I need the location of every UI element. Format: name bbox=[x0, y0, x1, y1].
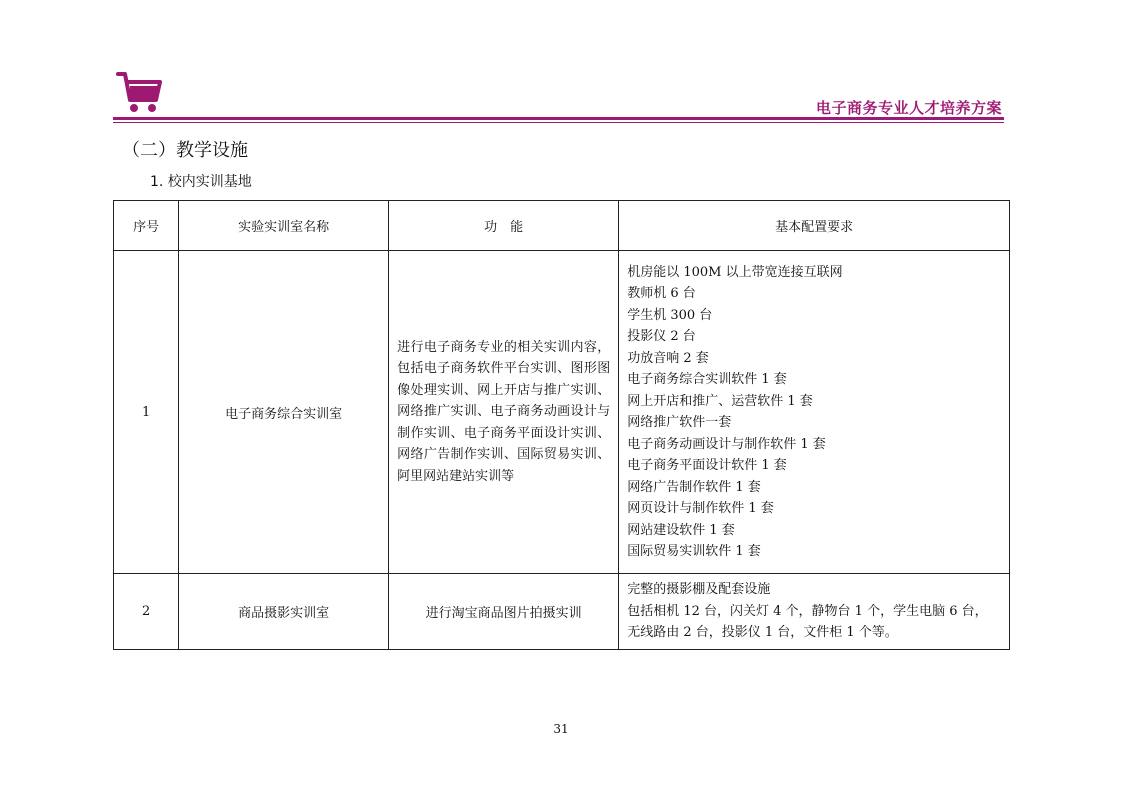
table-row bbox=[114, 251, 1010, 574]
config-line: 教师机 6 台 bbox=[627, 286, 696, 301]
config-line: 电子商务平面设计软件 1 套 bbox=[627, 458, 787, 473]
row-function: 进行电子商务专业的相关实训内容，包括电子商务软件平台实训、图形图像处理实训、网上开店与推广实训、网络推广实训、电子商务动画设计与制作实训、电子商务平面设计实训、网络广告制作实训、国际贸易实训、阿里网站建站实训等 bbox=[389, 251, 619, 574]
header-index: 序号 bbox=[114, 201, 179, 251]
row-function: 进行淘宝商品图片拍摄实训 bbox=[389, 574, 619, 650]
config-line: 包括相机 12 台，闪关灯 4 个，静物台 1 个，学生电脑 6 台， bbox=[627, 603, 988, 619]
table-header-row bbox=[114, 201, 1010, 251]
config-line: 网页设计与制作软件 1 套 bbox=[627, 501, 774, 516]
shopping-cart-icon bbox=[116, 70, 164, 114]
header-lab-name: 实验实训室名称 bbox=[179, 201, 389, 251]
config-line: 网上开店和推广、运营软件 1 套 bbox=[627, 393, 813, 409]
header-rule bbox=[113, 117, 1004, 120]
training-base-table bbox=[113, 200, 1010, 650]
config-line: 功放音响 2 套 bbox=[627, 350, 709, 366]
subsection-heading: 1. 校内实训基地 bbox=[150, 174, 252, 190]
header-config: 基本配置要求 bbox=[619, 201, 1010, 251]
config-line: 电子商务动画设计与制作软件 1 套 bbox=[627, 436, 826, 452]
config-line: 无线路由 2 台，投影仪 1 台，文件柜 1 个等。 bbox=[627, 625, 898, 641]
header-rule-thin bbox=[113, 122, 1004, 123]
row-config bbox=[619, 574, 1010, 650]
config-line: 网站建设软件 1 套 bbox=[627, 522, 735, 538]
config-line: 国际贸易实训软件 1 套 bbox=[627, 544, 761, 559]
config-line: 学生机 300 台 bbox=[627, 307, 713, 323]
page-number: 31 bbox=[553, 722, 569, 736]
config-line: 网络推广软件一套 bbox=[627, 415, 732, 430]
row-lab-name: 电子商务综合实训室 bbox=[179, 251, 389, 574]
row-index: 2 bbox=[114, 574, 179, 650]
config-line: 网络广告制作软件 1 套 bbox=[627, 479, 761, 495]
header-function: 功 能 bbox=[389, 201, 619, 251]
row-index: 1 bbox=[114, 251, 179, 574]
table-row bbox=[114, 574, 1010, 650]
section-heading: （二）教学设施 bbox=[122, 140, 248, 161]
row-lab-name: 商品摄影实训室 bbox=[179, 574, 389, 650]
config-line: 电子商务综合实训软件 1 套 bbox=[627, 372, 787, 387]
row-config bbox=[619, 251, 1010, 574]
config-line: 投影仪 2 台 bbox=[627, 329, 696, 344]
config-line: 机房能以 100M 以上带宽连接互联网 bbox=[627, 264, 843, 280]
config-line: 完整的摄影棚及配套设施 bbox=[627, 582, 771, 598]
document-title: 电子商务专业人才培养方案 bbox=[815, 99, 1002, 117]
